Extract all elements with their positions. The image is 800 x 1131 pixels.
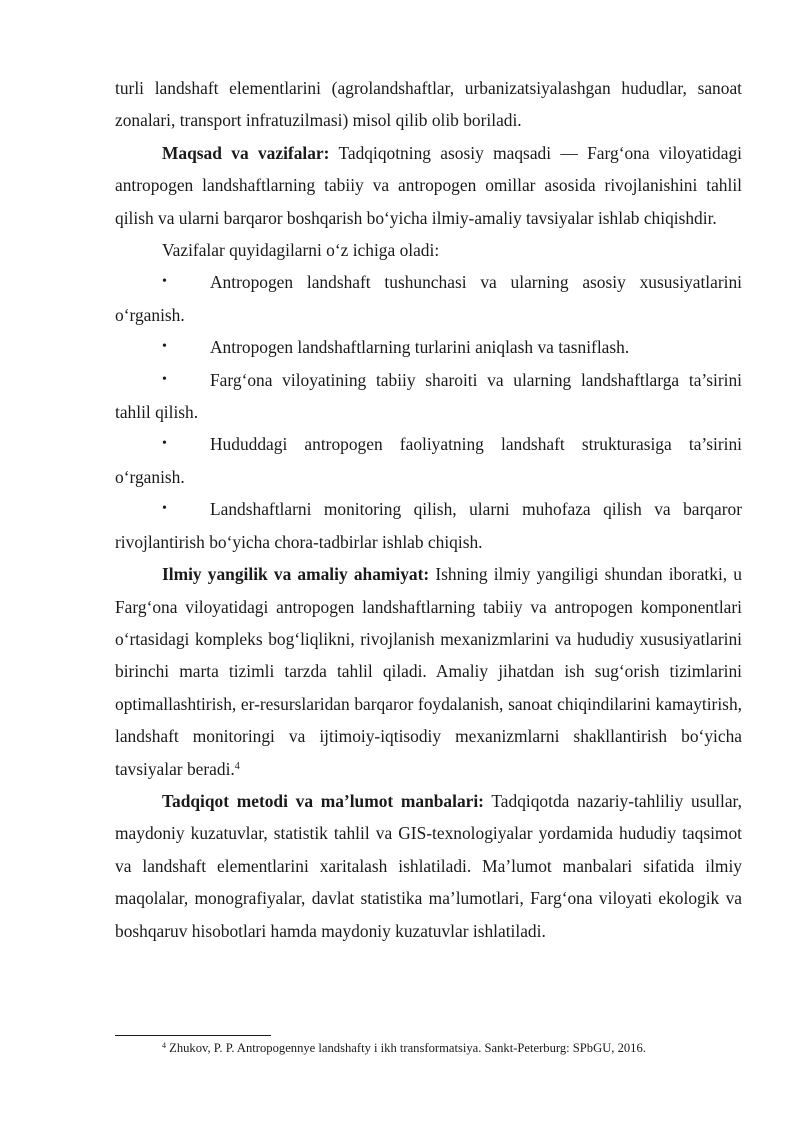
task-text: Farg‘ona viloyatining tabiiy sharoiti va ularning landshaftlarga ta’sirini tahlil qilish. <box>115 369 742 423</box>
novelty-heading: Ilmiy yangilik va amaliy ahamiyat: <box>162 564 430 585</box>
task-item-2 <box>115 331 742 363</box>
document-body <box>115 72 742 947</box>
goals-heading: Maqsad va vazifalar: <box>162 142 330 163</box>
novelty-paragraph <box>115 558 742 785</box>
task-text: Hududdagi antropogen faoliyatning landshaft strukturasiga ta’sirini o‘rganish. <box>115 434 742 487</box>
footnote-separator <box>115 1035 271 1036</box>
bullet-icon: • <box>162 339 167 355</box>
task-item-4 <box>115 428 742 493</box>
methods-heading: Tadqiqot metodi va ma’lumot manbalari: <box>162 790 484 811</box>
intro-continuation-paragraph: turli landshaft elementlarini (agrolandshaftlar, urbanizatsiyalashgan hududlar, sanoat zonalari, transport infratuzilmasi) misol qilib olib boriladi. <box>115 78 742 131</box>
bullet-icon: • <box>162 274 167 290</box>
methods-paragraph <box>115 785 742 947</box>
goals-paragraph <box>115 137 742 234</box>
tasks-intro: Vazifalar quyidagilarni o‘z ichiga oladi: <box>162 240 440 261</box>
task-text: Antropogen landshaftlarning turlarini aniqlash va tasniflash. <box>210 337 630 358</box>
task-text: Landshaftlarni monitoring qilish, ularni muhofaza qilish va barqaror rivojlantirish bo‘yicha chora-tadbirlar ishlab chiqish. <box>115 499 742 552</box>
novelty-text: Ishning ilmiy yangiligi shundan iboratki, u Farg‘ona viloyatidagi antropogen landshaftlarning tabiiy va antropogen komponentlari o‘rtasidagi kompleks bog‘liqlikni, rivojlanish mexanizmlarini va hududiy xususiyatlarini birinchi marta tizimli tarzda tahlil qiladi. Amaliy jihatdan ish sug‘orish tizimlarini optimallashtirish, er-resurslaridan barqaror foydalanish, sanoat chiqindilarini kamaytirish, landshaft monitoringi va ijtimoiy-iqtisodiy mexanizmlarni shakllantirish bo‘yicha tavsiyalar beradi. <box>115 564 742 779</box>
task-item-3 <box>115 364 742 429</box>
task-item-5 <box>115 493 742 558</box>
task-text: Antropogen landshaft tushunchasi va ularning asosiy xususiyatlarini o‘rganish. <box>115 272 742 325</box>
footnote-text: Zhukov, P. P. Antropogennye landshafty i ikh transformatsiya. Sankt-Peterburg: SPbGU, 2016. <box>166 1041 646 1055</box>
methods-text: Tadqiqotda nazariy-tahliliy usullar, maydoniy kuzatuvlar, statistik tahlil va GIS-texnologiyalar yordamida hududiy taqsimot va landshaft elementlarini xaritalash ishlatiladi. Ma’lumot manbalari sifatida ilmiy maqolalar, monografiyalar, davlat statistika ma’lumotlari, Farg‘ona viloyati ekologik va boshqaruv hisobotlari hamda maydoniy kuzatuvlar ishlatiladi. <box>115 790 742 941</box>
bullet-icon: • <box>162 371 167 387</box>
task-item-1 <box>115 266 742 331</box>
footnote-reference[interactable]: 4 <box>234 760 240 772</box>
bullet-icon: • <box>162 501 167 517</box>
footnote-number: 4 <box>162 1041 166 1050</box>
bullet-icon: • <box>162 436 167 452</box>
footnote <box>162 1040 646 1056</box>
goals-text: Tadqiqotning asosiy maqsadi — Farg‘ona viloyatidagi antropogen landshaftlarning tabiiy va antropogen omillar asosida rivojlanishini tahlil qilish va ularni barqaror boshqarish bo‘yicha ilmiy-amaliy tavsiyalar ishlab chiqishdir. <box>115 142 743 228</box>
